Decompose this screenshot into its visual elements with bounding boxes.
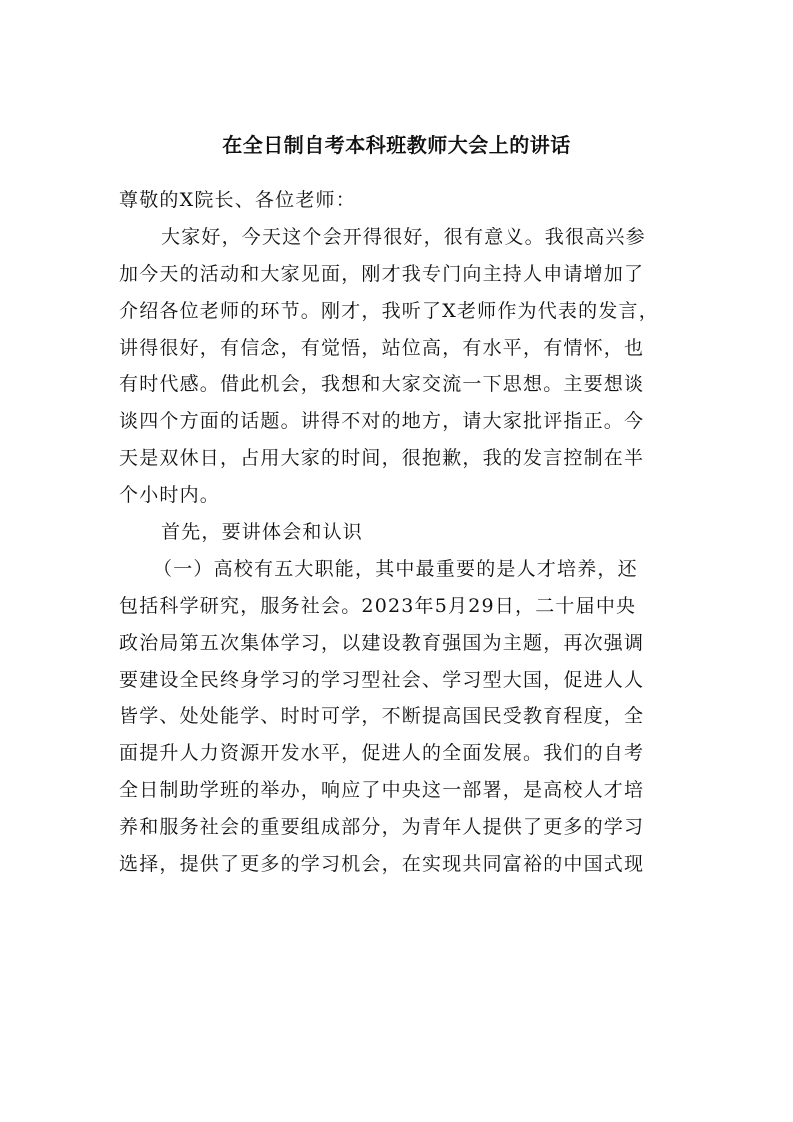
paragraph-line: 全日制助学班的举办，响应了中央这一部署，是高校人才培 xyxy=(119,779,645,802)
salutation-line: 尊敬的X院长、各位老师： xyxy=(119,189,356,211)
paragraph-line: 面提升人力资源开发水平，促进人的全面发展。我们的自考 xyxy=(119,742,645,765)
paragraph-line: 选择，提供了更多的学习机会，在实现共同富裕的中国式现 xyxy=(119,853,645,876)
section-heading: 首先，要讲体会和认识 xyxy=(161,521,364,544)
paragraph-line: 加今天的活动和大家见面，刚才我专门向主持人申请增加了 xyxy=(119,262,645,285)
document-title: 在全日制自考本科班教师大会上的讲话 xyxy=(222,133,571,157)
paragraph-line: 有时代感。借此机会，我想和大家交流一下思想。主要想谈 xyxy=(119,373,645,396)
paragraph-line: 政治局第五次集体学习，以建设教育强国为主题，再次强调 xyxy=(119,631,645,654)
paragraph-line: 养和服务社会的重要组成部分，为青年人提供了更多的学习 xyxy=(119,816,645,839)
paragraph-line: 谈四个方面的话题。讲得不对的地方，请大家批评指正。今 xyxy=(119,410,645,433)
paragraph-line: （一）高校有五大职能，其中最重要的是人才培养，还 xyxy=(153,557,638,580)
paragraph-line: 皆学、处处能学、时时可学，不断提高国民受教育程度，全 xyxy=(119,705,645,728)
paragraph-line: 个小时内。 xyxy=(119,484,221,507)
paragraph-line: 包括科学研究，服务社会。2023年5月29日，二十届中央 xyxy=(119,594,637,617)
paragraph-line: 要建设全民终身学习的学习型社会、学习型大国，促进人人 xyxy=(119,668,645,691)
paragraph-line: 大家好，今天这个会开得很好，很有意义。我很高兴参 xyxy=(161,225,646,248)
paragraph-line: 介绍各位老师的环节。刚才，我听了X老师作为代表的发言， xyxy=(119,299,659,322)
paragraph-line: 天是双休日，占用大家的时间，很抱歉，我的发言控制在半 xyxy=(119,447,645,470)
paragraph-line: 讲得很好，有信念，有觉悟，站位高，有水平，有情怀，也 xyxy=(119,336,645,359)
document-body xyxy=(119,182,679,883)
